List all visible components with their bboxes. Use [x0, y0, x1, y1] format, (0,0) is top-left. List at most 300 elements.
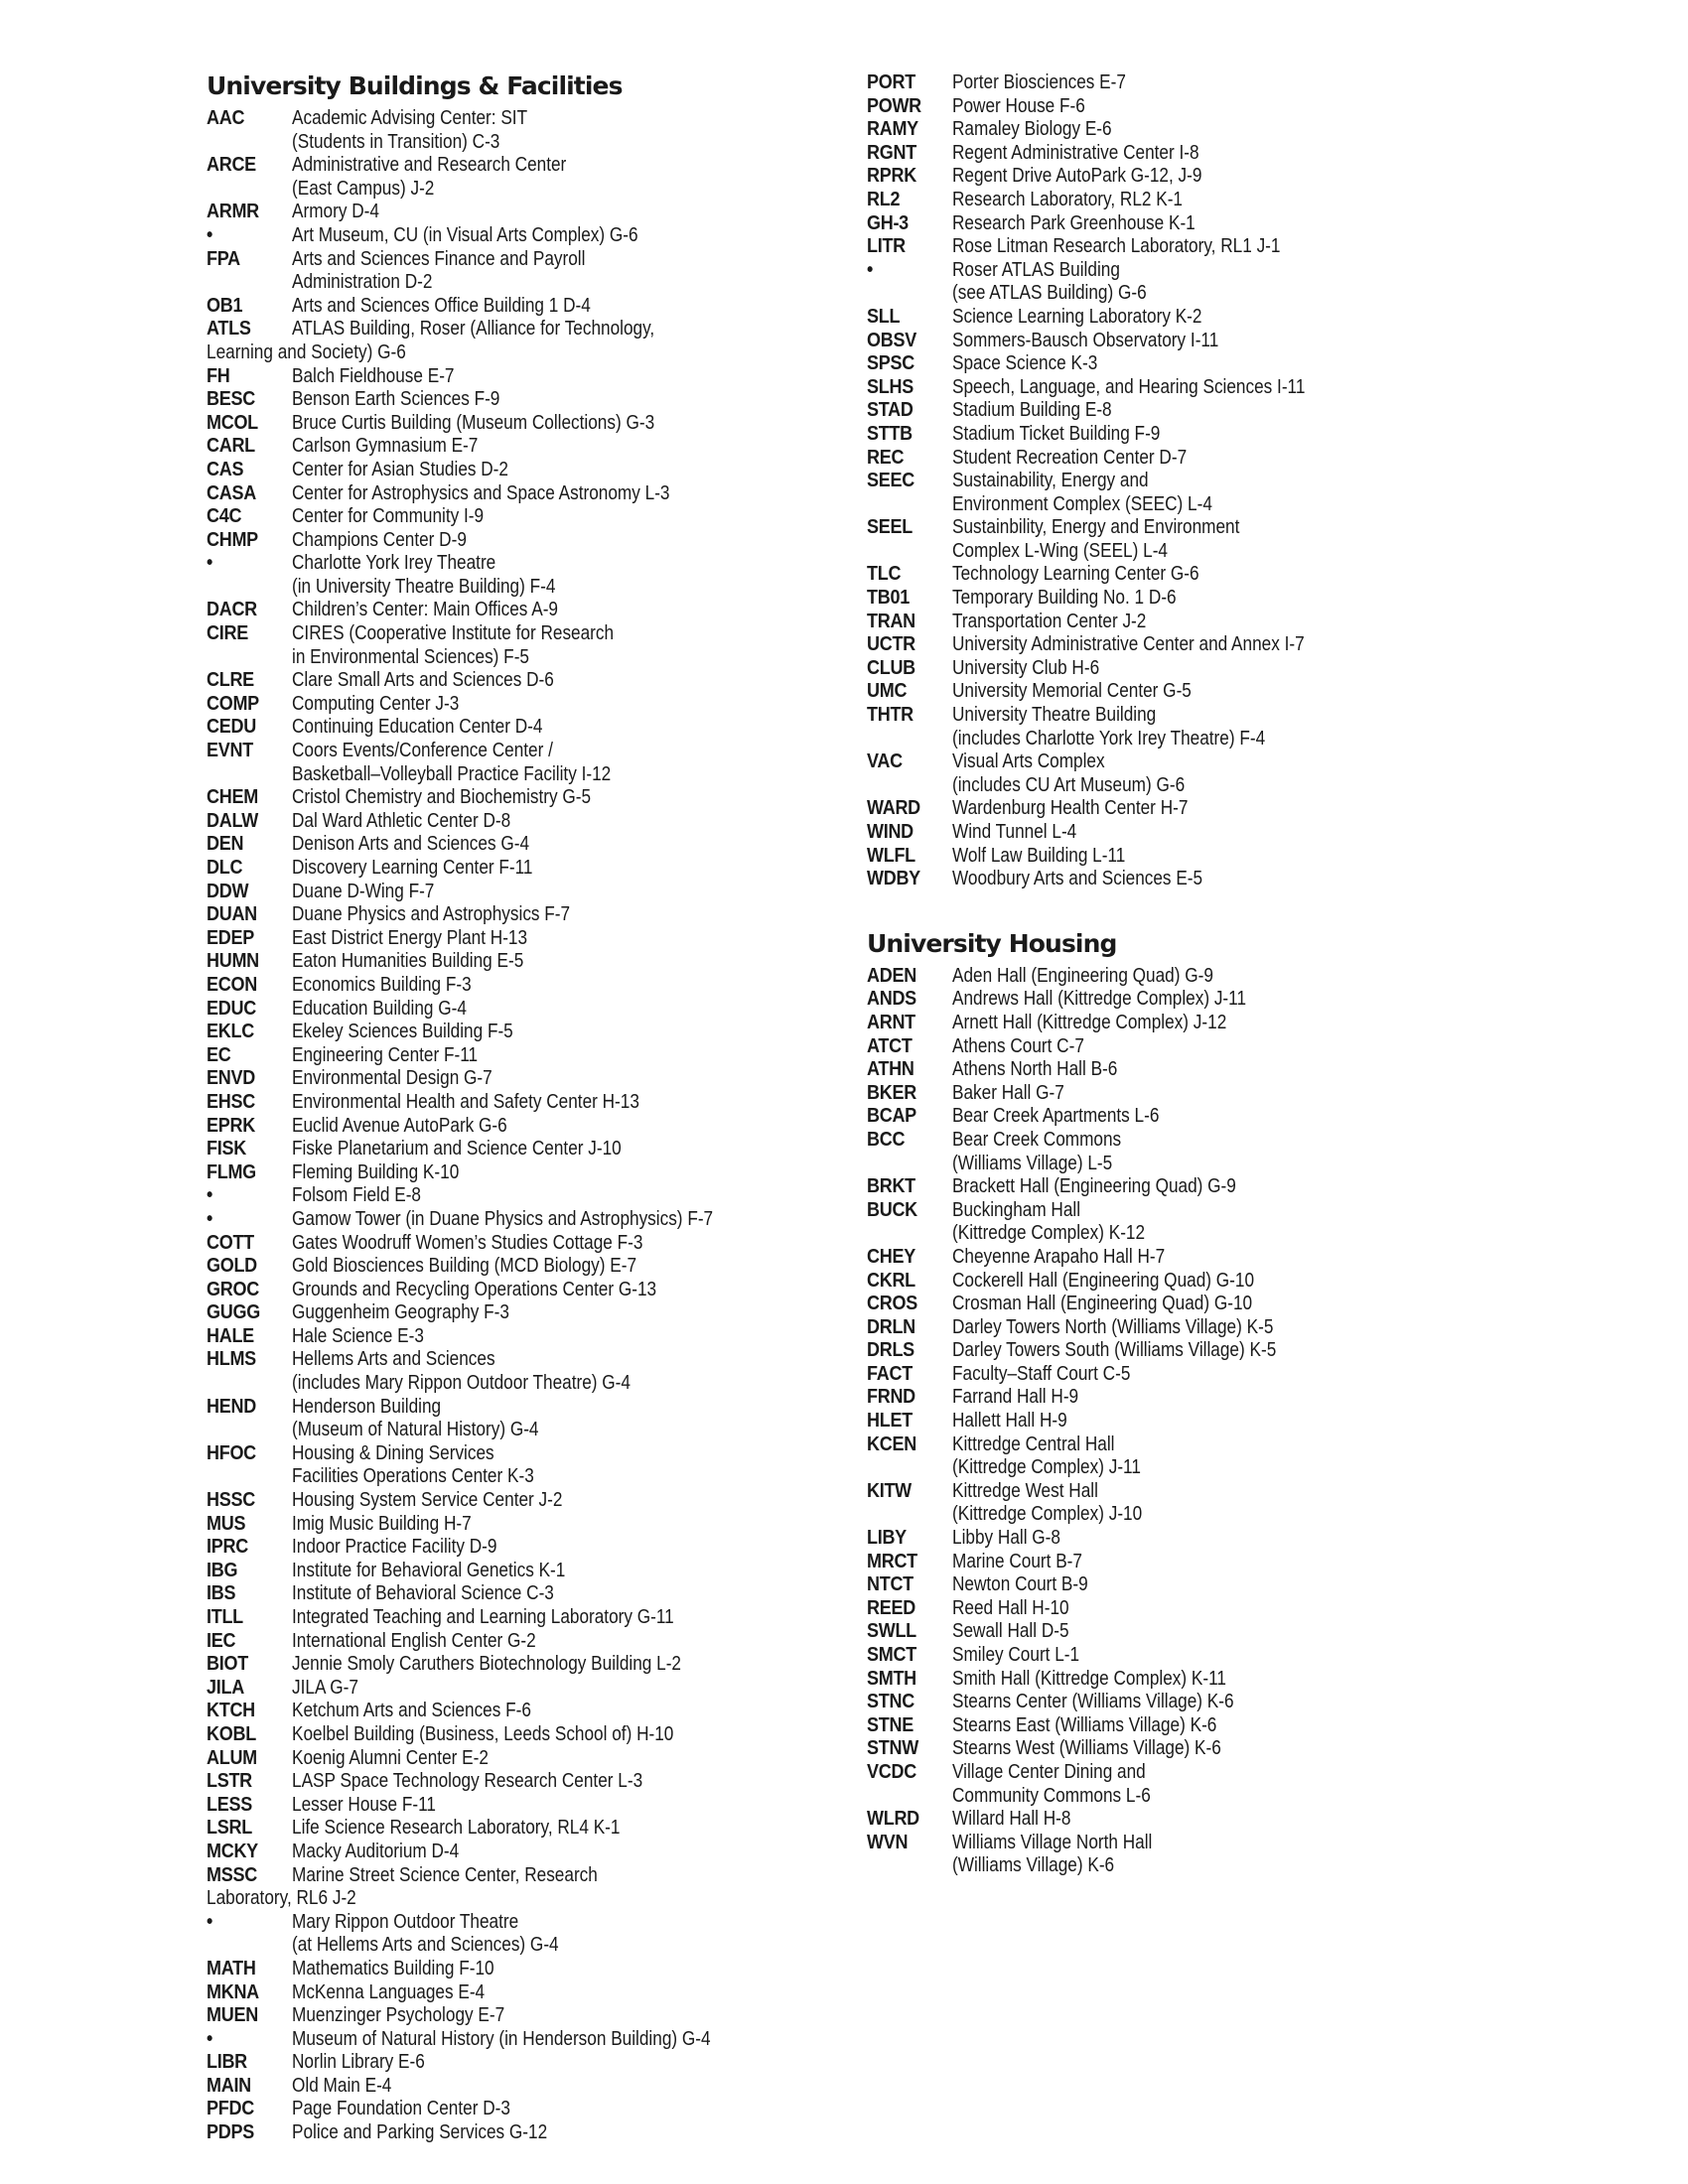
- list-item: [867, 1691, 1403, 1714]
- list-item: [867, 680, 1403, 704]
- list-item: [207, 1958, 822, 1981]
- building-code: VAC: [867, 751, 903, 773]
- building-name: Wolf Law Building L-11: [952, 844, 1126, 867]
- building-name: Transportation Center J-2: [952, 610, 1147, 632]
- list-item: [207, 1723, 822, 1747]
- building-code: MSSC: [207, 1863, 257, 1886]
- building-name: Smith Hall (Kittredge Complex) K-11: [952, 1667, 1226, 1690]
- list-item: [867, 587, 1403, 611]
- building-code: CROS: [867, 1293, 917, 1315]
- building-name: Sewall Hall D-5: [952, 1620, 1069, 1643]
- list-item: [207, 1255, 822, 1279]
- list-item: [867, 71, 1403, 95]
- list-item: [867, 142, 1403, 166]
- list-item: [867, 189, 1403, 212]
- building-name: Wind Tunnel L-4: [952, 821, 1077, 843]
- list-item: [207, 1208, 822, 1232]
- list-item: [207, 388, 822, 412]
- building-code: BRKT: [867, 1175, 915, 1198]
- building-name: Housing & Dining Services Facilities Operations Center K-3: [292, 1441, 534, 1488]
- building-name: Brackett Hall (Engineering Quad) G-9: [952, 1175, 1236, 1198]
- list-item: [207, 2121, 822, 2145]
- building-name: Cheyenne Arapaho Hall H-7: [952, 1245, 1166, 1268]
- list-item: [867, 330, 1403, 353]
- building-name: Darley Towers South (Williams Village) K-5: [952, 1339, 1277, 1362]
- buildings-section-title: University Buildings & Facilities: [207, 71, 623, 100]
- building-code: PDPS: [207, 2121, 254, 2144]
- building-name: Smiley Court L-1: [952, 1644, 1080, 1666]
- list-item: [867, 212, 1403, 236]
- building-name: Macky Auditorium D-4: [292, 1840, 460, 1862]
- list-item: [207, 599, 822, 622]
- building-code: LIBY: [867, 1527, 907, 1550]
- list-item: [207, 1677, 822, 1701]
- list-item: [207, 1817, 822, 1841]
- building-name: Cockerell Hall (Engineering Quad) G-10: [952, 1269, 1255, 1292]
- building-code: STNW: [867, 1737, 918, 1760]
- building-name: Clare Small Arts and Sciences D-6: [292, 669, 554, 692]
- list-item: [207, 1021, 822, 1044]
- housing-list: [867, 965, 1403, 1878]
- building-name: Guggenheim Geography F-3: [292, 1301, 509, 1324]
- building-code: C4C: [207, 505, 242, 528]
- building-code: WLRD: [867, 1808, 919, 1831]
- list-item: [207, 903, 822, 927]
- building-code: COMP: [207, 692, 259, 715]
- building-code: CIRE: [207, 622, 248, 645]
- building-code: STNE: [867, 1713, 914, 1736]
- building-code: CHEY: [867, 1245, 915, 1268]
- building-code: JILA: [207, 1676, 244, 1699]
- building-code: SEEL: [867, 516, 913, 539]
- section-spacer: [867, 891, 1403, 925]
- list-item: [207, 505, 822, 529]
- building-code: IPRC: [207, 1536, 248, 1559]
- building-code: •: [207, 1207, 213, 1230]
- list-item: [207, 318, 822, 364]
- building-name: Roser ATLAS Building (see ATLAS Building) G-6: [952, 258, 1147, 305]
- list-item: [207, 927, 822, 951]
- building-code: EKLC: [207, 1021, 254, 1043]
- list-item: [207, 224, 822, 248]
- building-name: Baker Hall G-7: [952, 1081, 1064, 1104]
- building-name: Sommers-Bausch Observatory I-11: [952, 329, 1219, 351]
- building-name: Rose Litman Research Laboratory, RL1 J-1: [952, 235, 1281, 258]
- list-item: [207, 1770, 822, 1794]
- building-name: Farrand Hall H-9: [952, 1386, 1079, 1409]
- building-name: Institute for Behavioral Genetics K-1: [292, 1559, 566, 1581]
- building-name: Gates Woodruff Women’s Studies Cottage F-3: [292, 1231, 643, 1254]
- building-code: BIOT: [207, 1653, 248, 1676]
- building-code: HALE: [207, 1324, 254, 1347]
- building-code: ARMR: [207, 201, 259, 223]
- list-item: [867, 1270, 1403, 1294]
- building-name: Libby Hall G-8: [952, 1527, 1060, 1550]
- building-name: Coors Events/Conference Center / Basketball–Volleyball Practice Facility I-12: [292, 740, 612, 785]
- building-name: Willard Hall H-8: [952, 1808, 1071, 1831]
- building-code: TB01: [867, 587, 910, 610]
- building-name: Research Laboratory, RL2 K-1: [952, 188, 1183, 210]
- building-name: Folsom Field E-8: [292, 1184, 421, 1207]
- list-item: [867, 965, 1403, 989]
- list-item: [207, 1325, 822, 1349]
- list-item: [207, 1630, 822, 1654]
- building-name: Grounds and Recycling Operations Center G-13: [292, 1278, 657, 1300]
- building-name: Lesser House F-11: [292, 1793, 436, 1816]
- building-name: Technology Learning Center G-6: [952, 563, 1199, 586]
- building-code: SLL: [867, 305, 901, 328]
- list-item: [867, 611, 1403, 634]
- building-code: RPRK: [867, 165, 916, 188]
- list-item: [207, 740, 822, 786]
- building-code: CKRL: [867, 1269, 915, 1292]
- building-name: Marine Court B-7: [952, 1550, 1082, 1572]
- building-name: Student Recreation Center D-7: [952, 446, 1188, 469]
- building-name: Speech, Language, and Hearing Sciences I-11: [952, 375, 1306, 398]
- list-item: [207, 1513, 822, 1537]
- building-name: Administrative and Research Center (East Campus) J-2: [292, 154, 567, 200]
- list-item: [867, 988, 1403, 1012]
- building-name: East District Energy Plant H-13: [292, 926, 528, 949]
- list-item: [207, 1442, 822, 1489]
- list-item: [207, 1184, 822, 1208]
- list-item: [207, 1794, 822, 1818]
- list-item: [207, 857, 822, 881]
- list-item: [867, 1832, 1403, 1878]
- list-item: [867, 1058, 1403, 1082]
- building-code: CLRE: [207, 669, 254, 692]
- building-code: IEC: [207, 1629, 236, 1652]
- building-name: Center for Asian Studies D-2: [292, 458, 508, 480]
- building-code: •: [207, 223, 213, 246]
- building-name: Jennie Smoly Caruthers Biotechnology Building L-2: [292, 1653, 681, 1676]
- building-name: Academic Advising Center: SIT (Students in Transition) C-3: [292, 107, 528, 153]
- building-code: HLMS: [207, 1348, 256, 1371]
- building-code: SEEC: [867, 470, 914, 492]
- building-name: Indoor Practice Facility D-9: [292, 1536, 497, 1559]
- list-item: [867, 516, 1403, 563]
- building-name: Institute of Behavioral Science C-3: [292, 1582, 554, 1605]
- building-code: DRLN: [867, 1315, 915, 1338]
- list-item: [207, 295, 822, 319]
- building-code: ENVD: [207, 1067, 255, 1090]
- list-item: [867, 821, 1403, 845]
- list-item: [867, 1551, 1403, 1574]
- building-name: University Memorial Center G-5: [952, 680, 1192, 703]
- building-name: Euclid Avenue AutoPark G-6: [292, 1114, 507, 1137]
- building-code: •: [207, 1184, 213, 1207]
- building-name: Athens Court C-7: [952, 1034, 1084, 1057]
- building-name: Darley Towers North (Williams Village) K-5: [952, 1315, 1274, 1338]
- building-code: MCKY: [207, 1840, 258, 1862]
- building-name: Eaton Humanities Building E-5: [292, 950, 524, 973]
- left-column: [207, 71, 822, 2145]
- building-code: CHEM: [207, 786, 258, 809]
- building-code: COTT: [207, 1231, 254, 1254]
- building-name: Duane Physics and Astrophysics F-7: [292, 903, 571, 926]
- list-item: [207, 1161, 822, 1185]
- building-name: Environmental Design G-7: [292, 1067, 492, 1090]
- building-name: Arts and Sciences Office Building 1 D-4: [292, 294, 591, 317]
- list-item: [867, 657, 1403, 681]
- building-name: Regent Administrative Center I-8: [952, 141, 1199, 164]
- list-item: [207, 107, 822, 154]
- building-name: Carlson Gymnasium E-7: [292, 435, 479, 458]
- building-name: Police and Parking Services G-12: [292, 2121, 548, 2144]
- list-item: [207, 1348, 822, 1395]
- building-name: Kittredge West Hall (Kittredge Complex) J-10: [952, 1479, 1143, 1526]
- buildings-list: [207, 107, 822, 2145]
- building-name: International English Center G-2: [292, 1629, 536, 1652]
- building-code: NTCT: [867, 1573, 914, 1596]
- list-item: [867, 1433, 1403, 1480]
- building-code: WDBY: [867, 868, 920, 890]
- list-item: [207, 1301, 822, 1325]
- building-code: KTCH: [207, 1700, 255, 1722]
- list-item: [867, 1035, 1403, 1059]
- building-name: CIRES (Cooperative Institute for Research in Environmental Sciences) F-5: [292, 622, 615, 668]
- building-code: MCOL: [207, 411, 258, 434]
- building-code: SLHS: [867, 375, 914, 398]
- list-item: [207, 950, 822, 974]
- building-name: Environmental Health and Safety Center H-13: [292, 1090, 639, 1113]
- building-code: KCEN: [867, 1433, 916, 1455]
- building-code: BCAP: [867, 1105, 916, 1128]
- building-name: Village Center Dining and Community Commons L-6: [952, 1760, 1151, 1807]
- list-item: [207, 622, 822, 669]
- building-name: Computing Center J-3: [292, 692, 460, 715]
- building-name: Crosman Hall (Engineering Quad) G-10: [952, 1293, 1253, 1315]
- building-code: LITR: [867, 235, 906, 258]
- building-code: DEN: [207, 833, 244, 856]
- building-code: RGNT: [867, 141, 916, 164]
- building-name: Integrated Teaching and Learning Laboratory G-11: [292, 1606, 674, 1628]
- list-item: [207, 154, 822, 201]
- list-item: [207, 881, 822, 904]
- building-name: Benson Earth Sciences F-9: [292, 388, 500, 411]
- list-item: [867, 704, 1403, 751]
- list-item: [867, 797, 1403, 821]
- building-name: Fleming Building K-10: [292, 1160, 460, 1183]
- building-code: CEDU: [207, 716, 256, 739]
- building-code: FLMG: [207, 1160, 256, 1183]
- list-item: [867, 165, 1403, 189]
- building-name: Williams Village North Hall (Williams Village) K-6: [952, 1831, 1153, 1877]
- building-name: University Theatre Building (includes Charlotte York Irey Theatre) F-4: [952, 704, 1266, 750]
- building-code: ATLS: [207, 318, 251, 341]
- building-code: PFDC: [207, 2098, 254, 2120]
- building-code: DDW: [207, 880, 249, 902]
- building-name: Bear Creek Apartments L-6: [952, 1105, 1160, 1128]
- building-code: KOBL: [207, 1722, 256, 1745]
- building-code: STTB: [867, 422, 913, 445]
- building-code: GUGG: [207, 1301, 260, 1324]
- list-item: [867, 1293, 1403, 1316]
- building-name: ATLAS Building, Roser (Alliance for Technology, Learning and Society) G-6: [207, 318, 655, 363]
- building-name: Porter Biosciences E-7: [952, 71, 1126, 93]
- building-code: REED: [867, 1596, 915, 1619]
- building-code: OB1: [207, 294, 243, 317]
- building-name: Marine Street Science Center, Research Laboratory, RL6 J-2: [207, 1863, 598, 1910]
- list-item: [867, 751, 1403, 797]
- list-item: [867, 306, 1403, 330]
- building-name: Ekeley Sciences Building F-5: [292, 1021, 513, 1043]
- building-code: SMTH: [867, 1667, 916, 1690]
- list-item: [867, 1808, 1403, 1832]
- building-code: THTR: [867, 704, 914, 727]
- list-item: [867, 1012, 1403, 1035]
- building-code: CAS: [207, 458, 244, 480]
- building-code: BCC: [867, 1128, 906, 1151]
- buildings-list-continued: [867, 71, 1403, 891]
- list-item: [207, 482, 822, 506]
- list-item: [207, 2075, 822, 2099]
- list-item: [867, 1339, 1403, 1363]
- list-item: [867, 1737, 1403, 1761]
- list-item: [207, 1091, 822, 1115]
- list-item: [207, 1536, 822, 1560]
- building-name: Education Building G-4: [292, 997, 467, 1020]
- building-code: OBSV: [867, 329, 916, 351]
- building-code: DLC: [207, 857, 243, 879]
- building-name: Economics Building F-3: [292, 973, 472, 996]
- building-code: LIBR: [207, 2051, 247, 2074]
- list-item: [867, 563, 1403, 587]
- list-item: [867, 259, 1403, 306]
- list-item: [207, 1747, 822, 1771]
- building-code: ECON: [207, 973, 257, 996]
- building-name: Mary Rippon Outdoor Theatre (at Hellems Arts and Sciences) G-4: [292, 1910, 559, 1957]
- list-item: [867, 95, 1403, 119]
- building-name: Hallett Hall H-9: [952, 1410, 1067, 1433]
- building-code: RL2: [867, 188, 901, 210]
- building-name: Gold Biosciences Building (MCD Biology) E-7: [292, 1255, 637, 1278]
- list-item: [207, 974, 822, 998]
- list-item: [867, 633, 1403, 657]
- list-item: [207, 1606, 822, 1630]
- building-name: Charlotte York Irey Theatre (in University Theatre Building) F-4: [292, 552, 556, 598]
- building-code: SWLL: [867, 1620, 916, 1643]
- building-code: ALUM: [207, 1746, 257, 1769]
- building-name: Stearns East (Williams Village) K-6: [952, 1713, 1217, 1736]
- building-code: ANDS: [867, 988, 916, 1011]
- list-item: [867, 1761, 1403, 1808]
- building-code: HSSC: [207, 1489, 255, 1512]
- building-code: HEND: [207, 1395, 256, 1418]
- building-name: Imig Music Building H-7: [292, 1512, 472, 1535]
- building-code: •: [207, 552, 213, 575]
- list-item: [867, 1386, 1403, 1410]
- list-item: [867, 1644, 1403, 1668]
- building-code: MRCT: [867, 1550, 917, 1572]
- building-code: SPSC: [867, 352, 914, 375]
- list-item: [867, 1316, 1403, 1340]
- list-item: [207, 1138, 822, 1161]
- building-name: University Administrative Center and Annex I-7: [952, 633, 1305, 656]
- list-item: [207, 693, 822, 717]
- building-code: UMC: [867, 680, 908, 703]
- building-name: Duane D-Wing F-7: [292, 880, 435, 902]
- list-item: [207, 529, 822, 553]
- list-item: [207, 1841, 822, 1864]
- building-name: Page Foundation Center D-3: [292, 2098, 510, 2120]
- building-code: SMCT: [867, 1644, 916, 1666]
- building-name: Stearns West (Williams Village) K-6: [952, 1737, 1221, 1760]
- building-code: TLC: [867, 563, 902, 586]
- building-name: Woodbury Arts and Sciences E-5: [952, 868, 1203, 890]
- building-code: CARL: [207, 435, 255, 458]
- building-name: Denison Arts and Sciences G-4: [292, 833, 530, 856]
- list-item: [207, 1653, 822, 1677]
- building-name: Space Science K-3: [952, 352, 1098, 375]
- building-name: Sustainability, Energy and Environment Complex (SEEC) L-4: [952, 470, 1212, 515]
- building-name: Stadium Building E-8: [952, 399, 1112, 422]
- building-name: Fiske Planetarium and Science Center J-10: [292, 1138, 622, 1160]
- building-name: Athens North Hall B-6: [952, 1058, 1118, 1081]
- building-name: Gamow Tower (in Duane Physics and Astrophysics) F-7: [292, 1207, 714, 1230]
- building-code: HUMN: [207, 950, 259, 973]
- list-item: [867, 1082, 1403, 1106]
- list-item: [207, 1582, 822, 1606]
- building-name: Koenig Alumni Center E-2: [292, 1746, 489, 1769]
- building-name: Temporary Building No. 1 D-6: [952, 587, 1177, 610]
- building-name: Life Science Research Laboratory, RL4 K-1: [292, 1817, 621, 1840]
- building-name: Ramaley Biology E-6: [952, 118, 1112, 141]
- building-code: FH: [207, 364, 230, 387]
- building-code: IBS: [207, 1582, 236, 1605]
- list-item: [867, 1668, 1403, 1692]
- building-name: Bruce Curtis Building (Museum Collections) G-3: [292, 411, 655, 434]
- building-code: STNC: [867, 1691, 914, 1713]
- building-code: MATH: [207, 1957, 256, 1979]
- right-column: [867, 71, 1403, 1878]
- building-code: WARD: [867, 797, 920, 820]
- list-item: [867, 118, 1403, 142]
- building-name: Wardenburg Health Center H-7: [952, 797, 1189, 820]
- building-code: DRLS: [867, 1339, 914, 1362]
- list-item: [867, 352, 1403, 376]
- building-code: EC: [207, 1043, 231, 1066]
- building-name: Stearns Center (Williams Village) K-6: [952, 1691, 1234, 1713]
- building-name: Aden Hall (Engineering Quad) G-9: [952, 964, 1213, 987]
- list-item: [207, 1396, 822, 1442]
- building-name: Armory D-4: [292, 201, 379, 223]
- list-item: [867, 1597, 1403, 1621]
- building-name: University Club H-6: [952, 656, 1100, 679]
- building-code: GROC: [207, 1278, 259, 1300]
- building-name: Center for Astrophysics and Space Astronomy L-3: [292, 481, 670, 504]
- building-code: FPA: [207, 247, 240, 270]
- list-item: [867, 1129, 1403, 1175]
- list-item: [207, 1232, 822, 1256]
- building-code: GH-3: [867, 211, 909, 234]
- building-name: Center for Community I-9: [292, 505, 485, 528]
- list-item: [867, 1105, 1403, 1129]
- list-item: [867, 1246, 1403, 1270]
- building-code: ARCE: [207, 154, 256, 177]
- list-item: [207, 810, 822, 834]
- housing-section-title: University Housing: [867, 928, 1117, 958]
- list-item: [207, 998, 822, 1022]
- building-code: AAC: [207, 107, 245, 129]
- list-item: [207, 1864, 822, 1911]
- list-item: [867, 1175, 1403, 1199]
- building-name: Buckingham Hall (Kittredge Complex) K-12: [952, 1198, 1146, 1245]
- list-item: [207, 248, 822, 295]
- list-item: [207, 1067, 822, 1091]
- building-name: Norlin Library E-6: [292, 2051, 425, 2074]
- list-item: [207, 1044, 822, 1068]
